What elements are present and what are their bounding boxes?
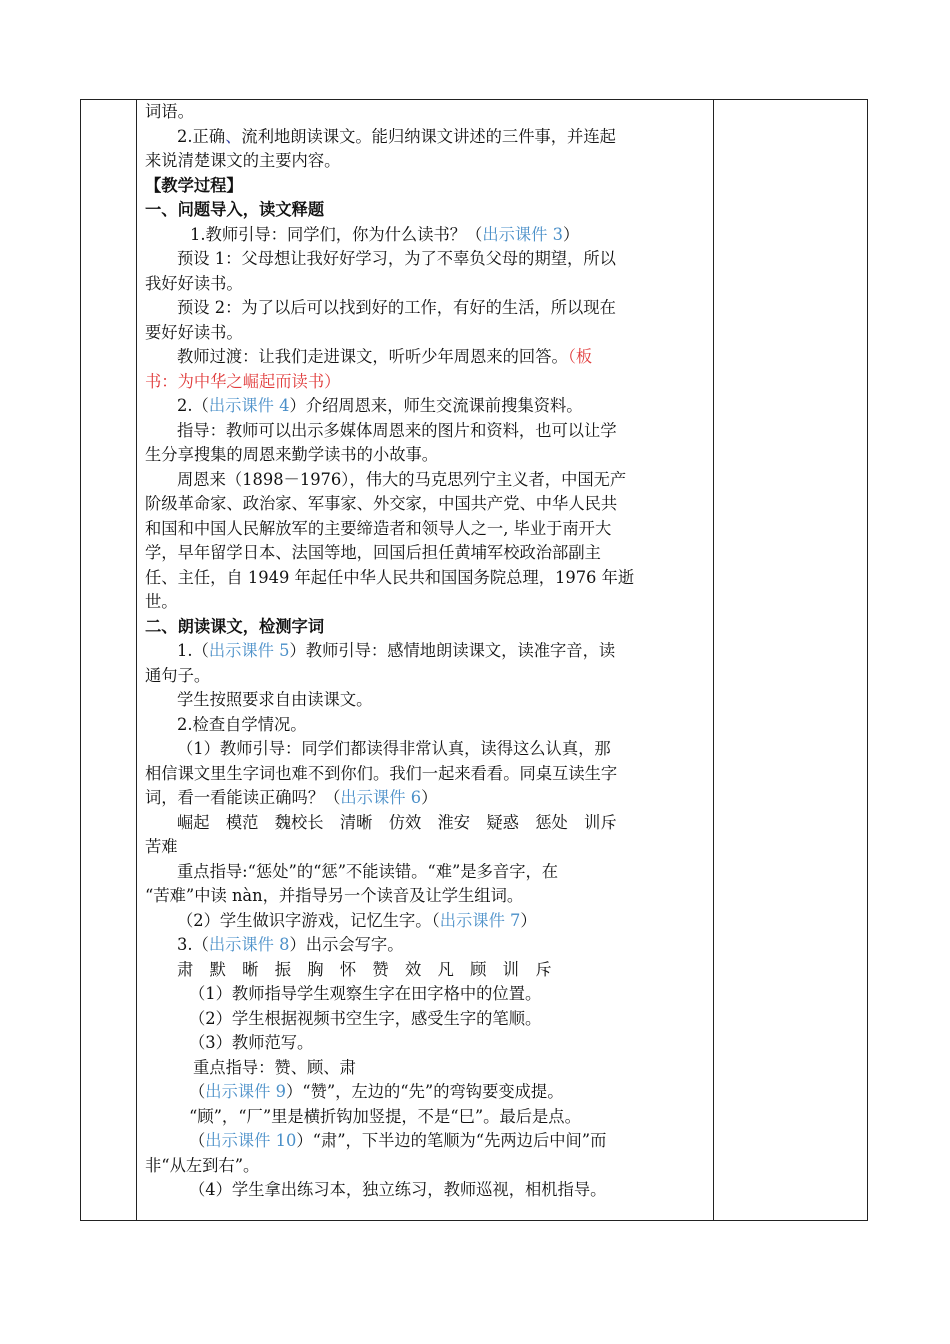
text-line: 我好好读书。 [145,273,243,293]
step-line: （2）学生做识字游戏，记忆生字。（出示课件 7） [177,910,537,930]
text-line: （2）学生根据视频书空生字，感受生字的笔顺。 [189,1008,542,1028]
courseware-ref: 出示课件 10 [205,1131,297,1150]
text-line: （1）教师引导：同学们都读得非常认真，读得这么认真，那 [177,739,611,758]
writing-characters: 肃 默 晰 振 胸 怀 赞 效 凡 顾 训 斥 [177,959,552,979]
step-line: （出示课件 9）“赞”，左边的“先”的弯钩要变成提。 [189,1082,564,1101]
text-line: “顾”，“厂”里是横折钩加竖提，不是“巳”。最后是点。 [189,1106,581,1126]
text-line: 2.检查自学情况。 [177,714,307,734]
courseware-ref: 出示课件 3 [482,224,563,244]
vocabulary-list: 崛起 模范 魏校长 清晰 仿效 淮安 疑惑 惩处 训斥 [177,812,617,832]
text-line: 世。 [145,592,178,611]
text-line: （4）学生拿出练习本，独立练习，教师巡视，相机指导。 [189,1180,607,1199]
text-line: 预设 1：父母想让我好好学习，为了不辜负父母的期望，所以 [177,249,616,268]
text-line: 生分享搜集的周恩来勤学读书的小故事。 [145,445,439,464]
step-line: （出示课件 10）“肃”，下半边的笔顺为“先两边后中间”而 [189,1131,607,1150]
column-divider-right [713,100,714,1220]
lesson-content [145,100,707,1203]
text-line: 重点指导:“惩处”的“惩”不能读错。“难”是多音字，在 [177,861,559,881]
step-line: 词，看一看能读正确吗？（出示课件 6） [145,788,438,807]
step-line: 1.（出示课件 5）教师引导：感情地朗读课文，读准字音，读 [177,641,616,660]
section-heading-process: 【教学过程】 [145,175,243,195]
text-line: 学，早年留学日本、法国等地，回国后担任黄埔军校政治部副主 [145,543,601,562]
vocabulary-list-cont: 苦难 [145,837,178,856]
text-line: 阶级革命家、政治家、军事家、外交家，中国共产党、中华人民共 [145,494,618,513]
board-note: （板 [567,347,593,366]
step-2-line: 2.（出示课件 4）介绍周恩来，师生交流课前搜集资料。 [177,396,583,415]
step-line: 3.（出示课件 8）出示会写字。 [177,935,404,954]
board-note-cont: 书：为中华之崛起而读书） [145,371,341,391]
goal-2-line: 2.正确、流利地朗读课文。能归纳课文讲述的三件事，并连起 [177,126,616,146]
text-line: 周恩来（1898－1976），伟大的马克思列宁主义者，中国无产 [177,469,627,489]
section-heading-2: 二、朗读课文，检测字词 [145,616,325,636]
text-line: 通句子。 [145,665,211,685]
courseware-ref: 出示课件 6 [340,788,422,807]
text-line: 和国和中国人民解放军的主要缔造者和领导人之一, 毕业于南开大 [145,518,612,538]
section-heading-1: 一、问题导入，读文释题 [145,200,325,219]
text-line: 词语。 [145,102,194,121]
text-line: “苦难”中读 nàn，并指导另一个读音及让学生组词。 [145,886,524,905]
text-line: 预设 2：为了以后可以找到好的工作，有好的生活，所以现在 [177,298,616,317]
step-1-line: 1.教师引导：同学们，你为什么读书？（出示课件 3） [190,224,580,244]
text-line: 来说清楚课文的主要内容。 [145,151,341,170]
column-divider-left [136,100,137,1220]
text-line: 要好好读书。 [145,322,243,342]
courseware-ref: 出示课件 5 [208,641,290,660]
text-line: 重点指导：赞、顾、肃 [193,1057,356,1077]
courseware-ref: 出示课件 4 [208,396,290,415]
courseware-ref: 出示课件 8 [208,935,290,954]
transition-line: 教师过渡：让我们走进课文，听听少年周恩来的回答。（板 [177,347,593,366]
text-line: 相信课文里生字词也难不到你们。我们一起来看看。同桌互读生字 [145,763,618,783]
text-line: 学生按照要求自由读课文。 [177,690,373,709]
text-line: 非“从左到右”。 [145,1155,260,1175]
text-line: （3）教师范写。 [189,1033,314,1052]
courseware-ref: 出示课件 9 [205,1082,286,1101]
text-line: （1）教师指导学生观察生字在田字格中的位置。 [189,984,542,1003]
courseware-ref: 出示课件 7 [439,910,521,930]
text-line: 指导：教师可以出示多媒体周恩来的图片和资料，也可以让学 [177,420,617,440]
text-line: 任、主任，自 1949 年起任中华人民共和国国务院总理，1976 年逝 [145,567,635,587]
